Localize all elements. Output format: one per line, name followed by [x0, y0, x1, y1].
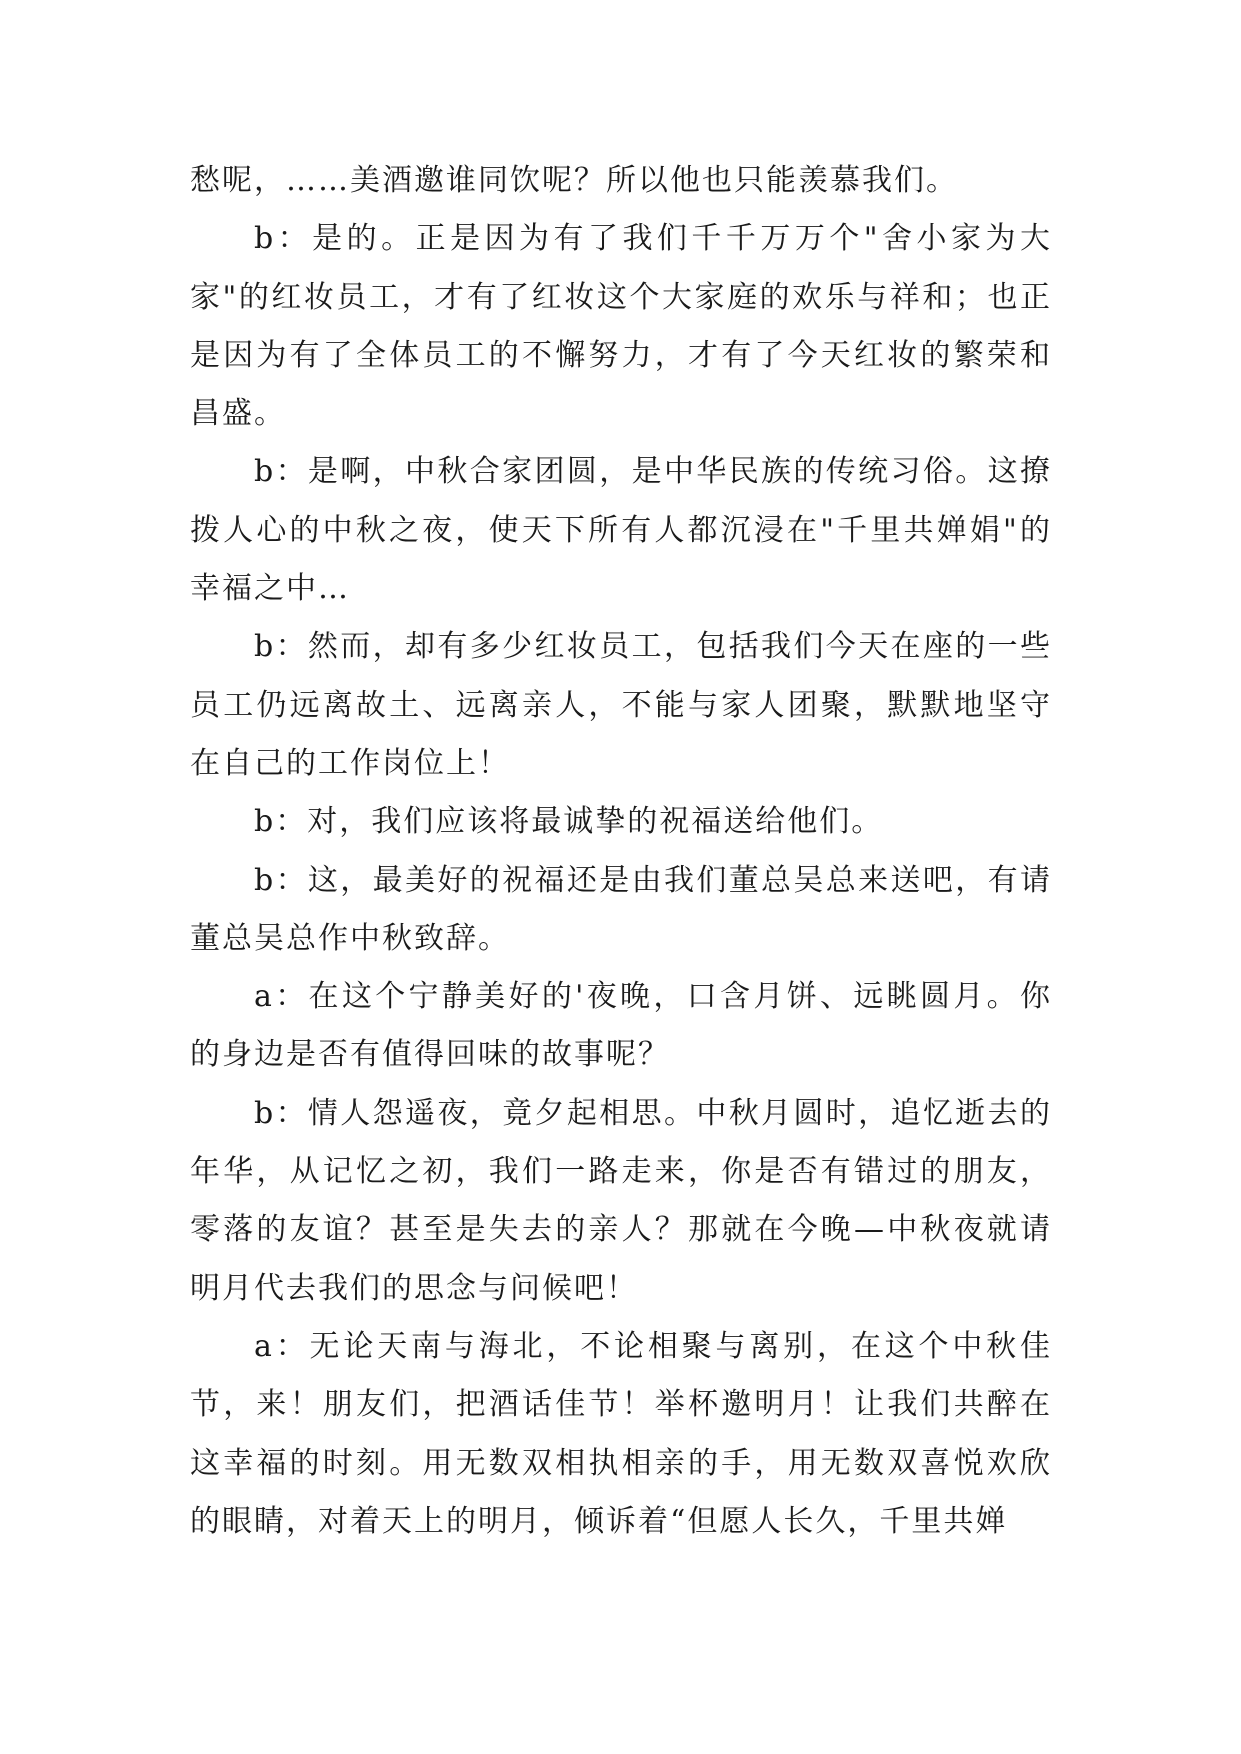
- paragraph-2: b：是的。正是因为有了我们千千万万个"舍小家为大家"的红妆员工，才有了红妆这个大家庭的欢乐与祥和；也正是因为有了全体员工的不懈努力，才有了今天红妆的繁荣和昌盛。: [190, 221, 1052, 432]
- paragraph-8: b：情人怨遥夜，竟夕起相思。中秋月圆时，追忆逝去的年华，从记忆之初，我们一路走来，你是否有错过的朋友，零落的友谊？甚至是失去的亲人？那就在今晚—中秋夜就请明月代去我们的思念与问候吧！: [190, 1095, 1052, 1306]
- document-page: [190, 152, 1052, 1551]
- paragraph-4: b：然而，却有多少红妆员工，包括我们今天在座的一些员工仍远离故土、远离亲人，不能与家人团聚，默默地坚守在自己的工作岗位上！: [190, 629, 1052, 781]
- paragraph-5: b：对，我们应该将最诚挚的祝福送给他们。: [254, 804, 884, 840]
- paragraph-3: b：是啊，中秋合家团圆，是中华民族的传统习俗。这撩拨人心的中秋之夜，使天下所有人都沉浸在"千里共婵娟"的幸福之中…: [190, 454, 1052, 607]
- paragraph-9: a：无论天南与海北，不论相聚与离别，在这个中秋佳节，来！朋友们，把酒话佳节！举杯邀明月！让我们共醉在这幸福的时刻。用无数双相执相亲的手，用无数双喜悦欢欣的眼睛，对着天上的明月，倾诉着“但愿人长久，千里共婵: [190, 1328, 1052, 1539]
- paragraph-7: a：在这个宁静美好的'夜晚，口含月饼、远眺圆月。你的身边是否有值得回味的故事呢？: [190, 979, 1052, 1073]
- paragraph-1: 愁呢，……美酒邀谁同饮呢？所以他也只能羡慕我们。: [190, 163, 958, 198]
- paragraph-6: b：这，最美好的祝福还是由我们董总吴总来送吧，有请董总吴总作中秋致辞。: [190, 862, 1052, 956]
